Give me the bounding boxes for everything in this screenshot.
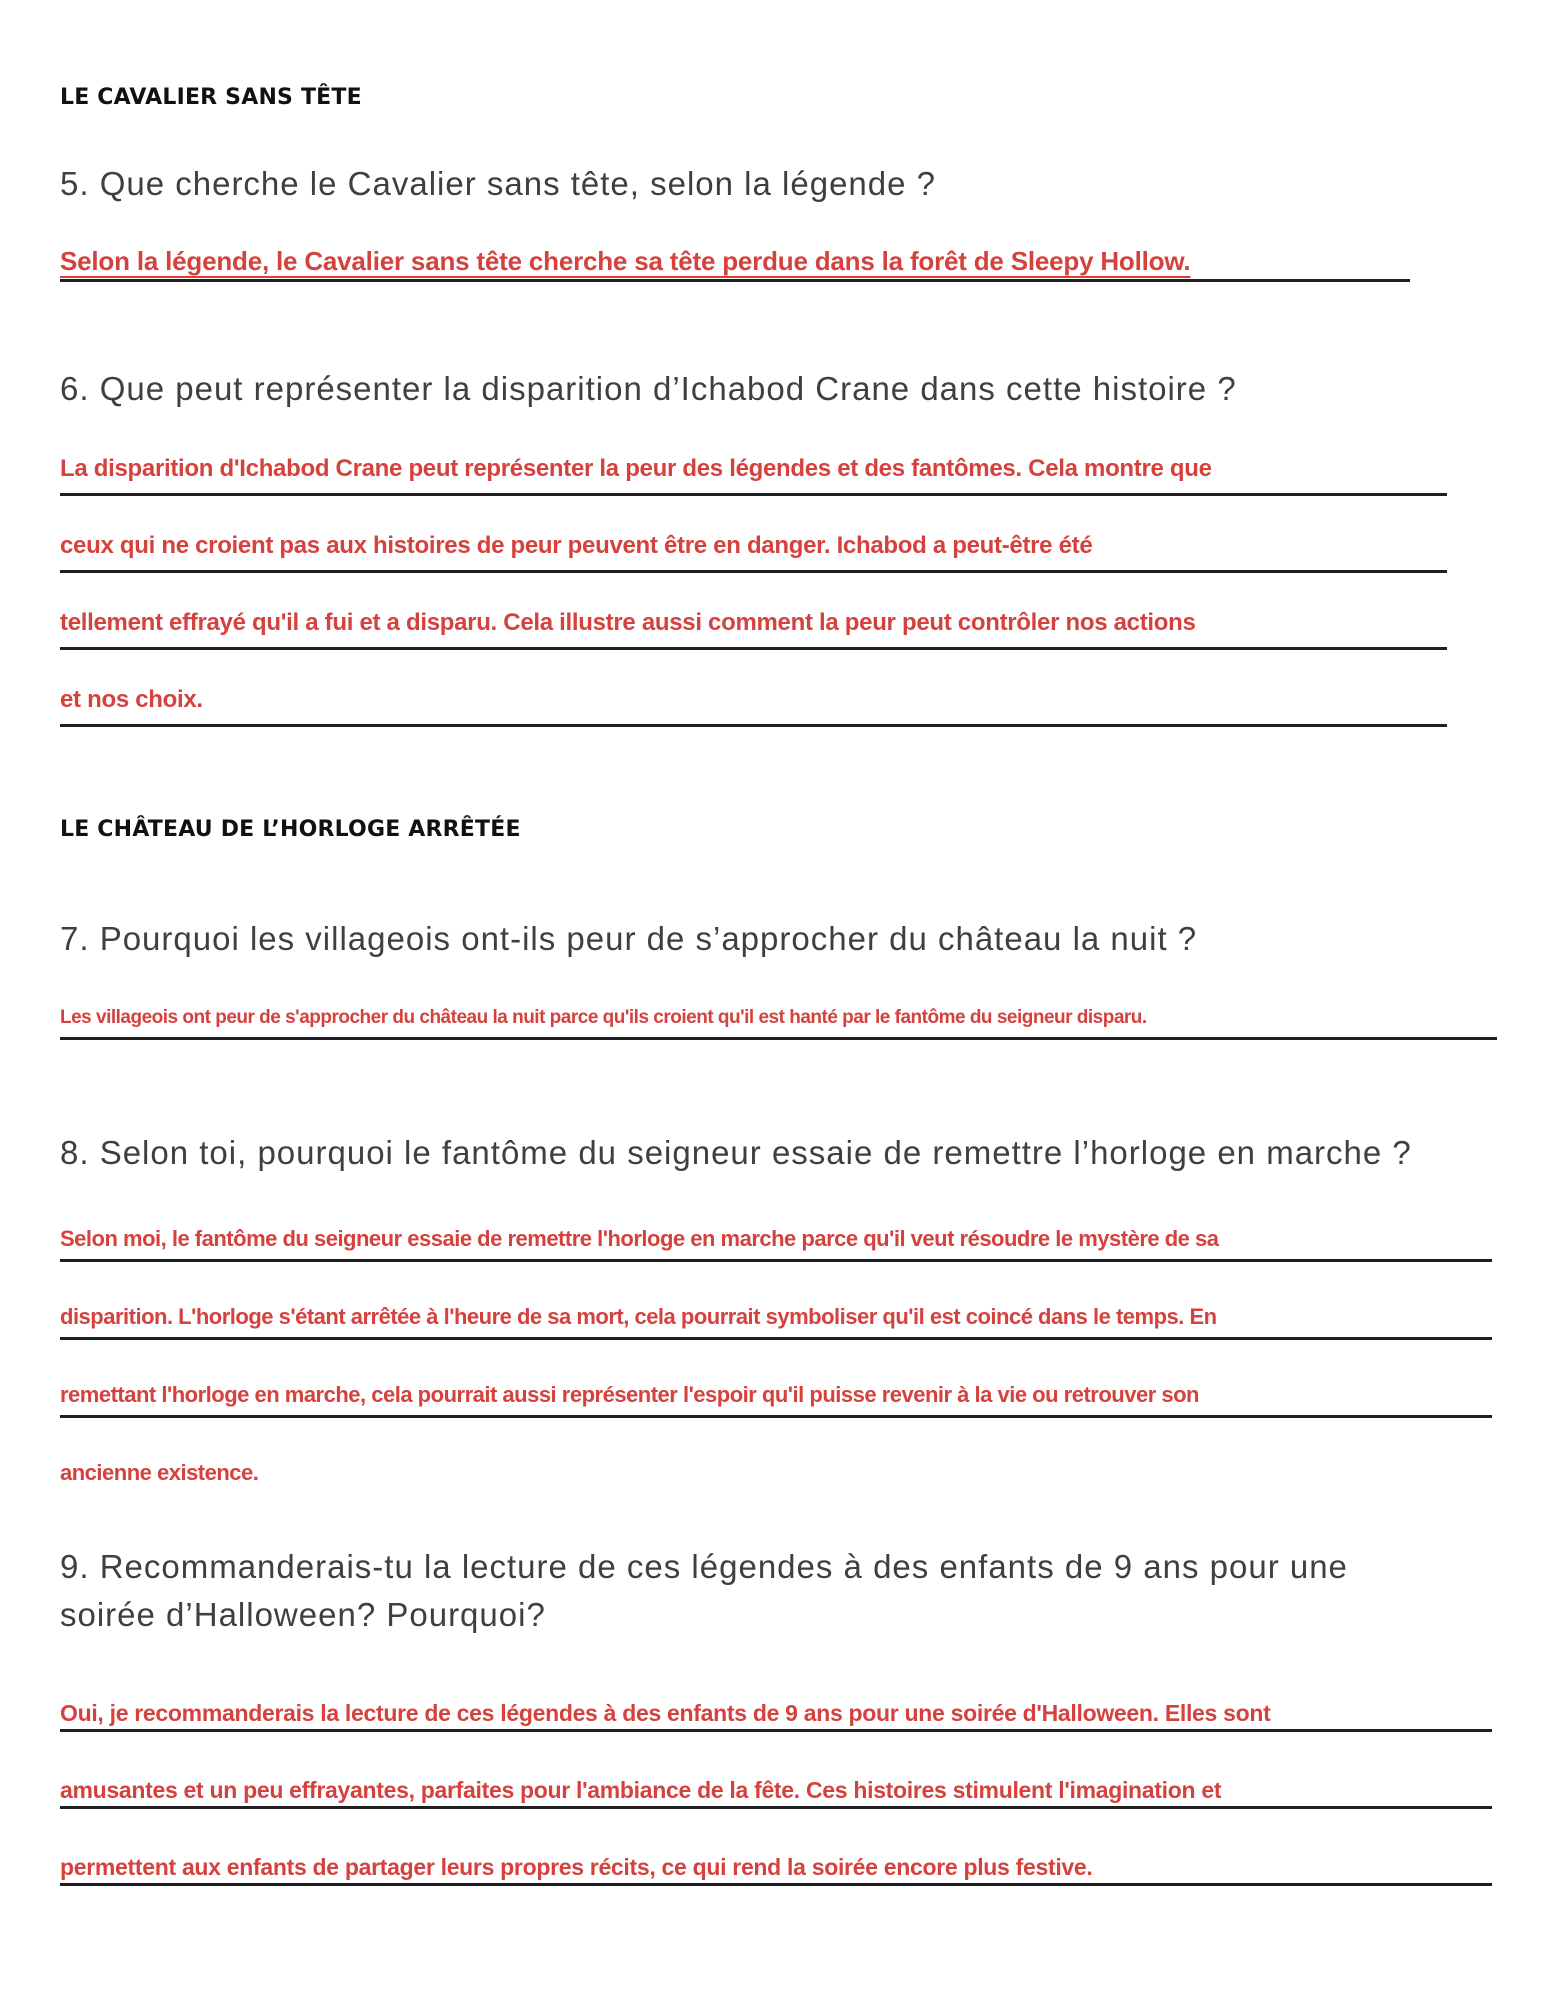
answer-6-text-line-2: ceux qui ne croient pas aux histoires de peur peuvent être en danger. Ichabod a peut-être été xyxy=(60,532,1093,559)
answer-line xyxy=(60,963,1497,1040)
answer-9-text-line-3: permettent aux enfants de partager leurs propres récits, ce qui rend la soirée encore plus festive. xyxy=(60,1854,1093,1880)
answer-line xyxy=(60,1262,1492,1340)
answer-8-text-line-3: remettant l'horloge en marche, cela pourrait aussi représenter l'espoir qu'il puisse revenir à la vie ou retrouver son xyxy=(60,1382,1199,1407)
answer-9-text-line-1: Oui, je recommanderais la lecture de ces légendes à des enfants de 9 ans pour une soirée d'Halloween. Elles sont xyxy=(60,1700,1271,1726)
answer-line xyxy=(60,1184,1492,1262)
answer-8-text-line-4: ancienne existence. xyxy=(60,1460,259,1485)
answer-8-text-line-1: Selon moi, le fantôme du seigneur essaie de remettre l'horloge en marche parce qu'il veut résoudre le mystère de sa xyxy=(60,1226,1219,1251)
question-7: 7. Pourquoi les villageois ont-ils peur de s’approcher du château la nuit ? xyxy=(60,920,1198,957)
answer-line xyxy=(60,1655,1492,1732)
answer-line xyxy=(60,245,1410,282)
answer-line xyxy=(60,650,1447,727)
section-title-chateau-horloge: LE CHÂTEAU DE L’HORLOGE ARRÊTÉE xyxy=(60,817,521,842)
answer-line xyxy=(60,573,1447,650)
answer-8 xyxy=(60,1184,1492,1488)
question-6: 6. Que peut représenter la disparition d’Ichabod Crane dans cette histoire ? xyxy=(60,370,1237,407)
answer-6-text-line-4: et nos choix. xyxy=(60,686,203,713)
section-title-cavalier-sans-tete: LE CAVALIER SANS TÊTE xyxy=(60,85,362,110)
answer-8-text-line-2: disparition. L'horloge s'étant arrêtée à l'heure de sa mort, cela pourrait symboliser qu'il est coincé dans le temps. En xyxy=(60,1304,1217,1329)
answer-line xyxy=(60,1418,1492,1488)
answer-line xyxy=(60,1809,1492,1886)
answer-line xyxy=(60,1340,1492,1418)
answer-6-text-line-3: tellement effrayé qu'il a fui et a disparu. Cela illustre aussi comment la peur peut contrôler nos actions xyxy=(60,609,1196,636)
answer-line xyxy=(60,1732,1492,1809)
answer-9 xyxy=(60,1655,1492,1886)
answer-5-text: Selon la légende, le Cavalier sans tête cherche sa tête perdue dans la forêt de Sleepy Hollow. xyxy=(60,246,1191,276)
answer-7-text: Les villageois ont peur de s'approcher du château la nuit parce qu'ils croient qu'il est hanté par le fantôme du seigneur disparu. xyxy=(60,1007,1147,1028)
answer-6-text-line-1: La disparition d'Ichabod Crane peut représenter la peur des légendes et des fantômes. Cela montre que xyxy=(60,455,1212,482)
question-9: 9. Recommanderais-tu la lecture de ces légendes à des enfants de 9 ans pour une soirée d’Halloween? Pourquoi? xyxy=(60,1548,1348,1633)
question-5: 5. Que cherche le Cavalier sans tête, selon la légende ? xyxy=(60,165,937,202)
answer-6 xyxy=(60,419,1447,727)
answer-9-text-line-2: amusantes et un peu effrayantes, parfaites pour l'ambiance de la fête. Ces histoires stimulent l'imagination et xyxy=(60,1777,1222,1803)
question-8: 8. Selon toi, pourquoi le fantôme du seigneur essaie de remettre l’horloge en marche ? xyxy=(60,1134,1412,1171)
answer-line xyxy=(60,419,1447,496)
answer-line xyxy=(60,496,1447,573)
answer-7 xyxy=(60,963,1497,1040)
answer-5 xyxy=(60,245,1410,282)
